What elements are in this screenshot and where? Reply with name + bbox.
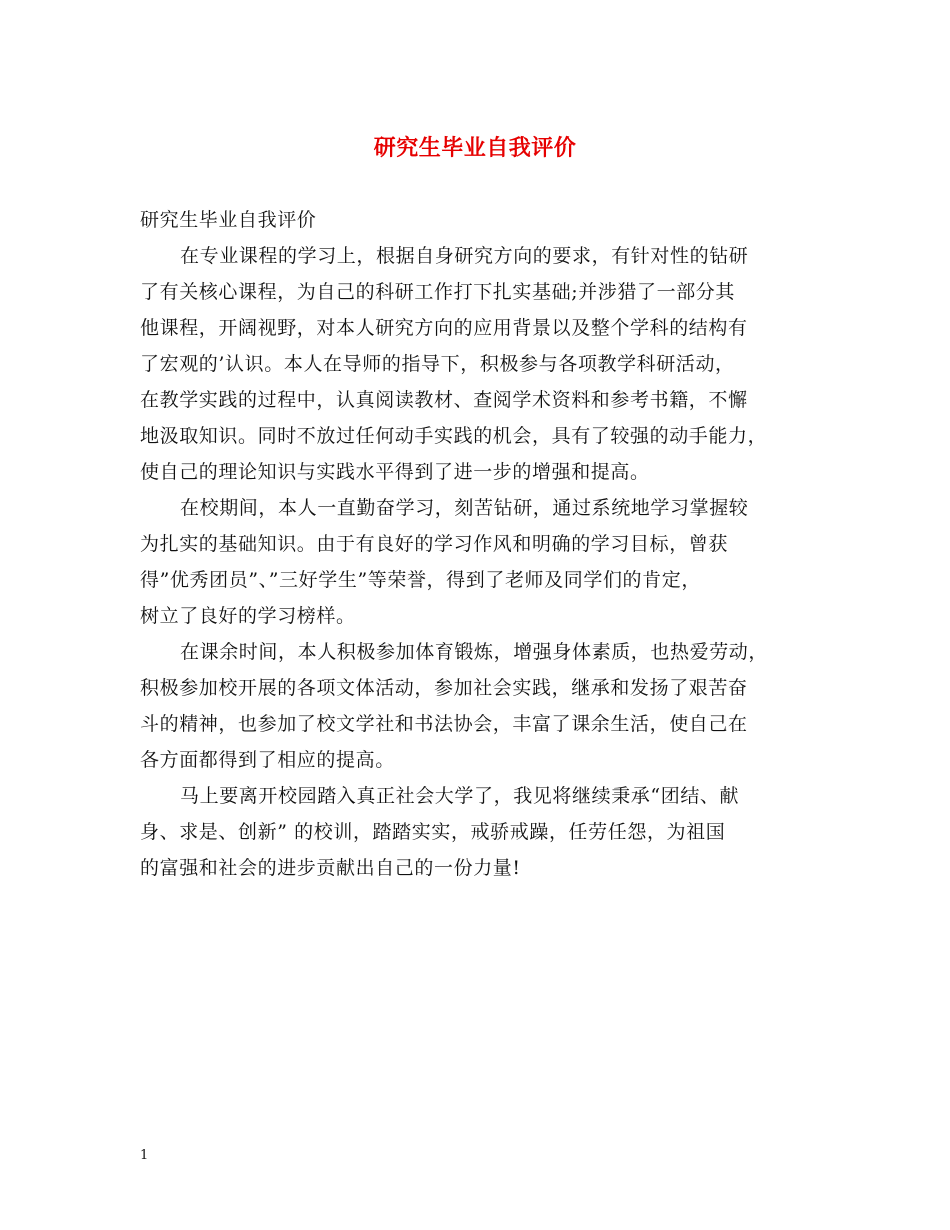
paragraph-line: 得”优秀团员”、”三好学生”等荣誉，得到了老师及同学们的肯定， xyxy=(140,569,701,591)
paragraph-2 xyxy=(140,490,814,634)
paragraph-line: 各方面都得到了相应的提高。 xyxy=(140,749,395,771)
paragraph-line: 在教学实践的过程中，认真阅读教材、查阅学术资料和参考书籍，不懈 xyxy=(140,389,748,411)
paragraph-line: 了有关核心课程，为自己的科研工作打下扎实基础;并涉猎了一部分其 xyxy=(140,281,736,303)
page-number: 1 xyxy=(140,1148,149,1163)
paragraph-line: 在专业课程的学习上，根据自身研究方向的要求，有针对性的钻研 xyxy=(180,245,749,267)
document-body xyxy=(140,202,814,886)
paragraph-line: 积极参加校开展的各项文体活动，参加社会实践，继承和发扬了艰苦奋 xyxy=(140,677,748,699)
paragraph-line: 了宏观的’认识。本人在导师的指导下，积极参与各项教学科研活动， xyxy=(140,353,735,375)
paragraph-line: 他课程，开阔视野，对本人研究方向的应用背景以及整个学科的结构有 xyxy=(140,317,748,339)
paragraph-line: 为扎实的基础知识。由于有良好的学习作风和明确的学习目标，曾获 xyxy=(140,533,729,555)
paragraph-line: 树立了良好的学习榜样。 xyxy=(140,605,356,627)
paragraph-4 xyxy=(140,778,814,886)
paragraph-1 xyxy=(140,238,814,490)
paragraph-3 xyxy=(140,634,814,778)
paragraph-line: 斗的精神，也参加了校文学社和书法协会，丰富了课余生活，使自己在 xyxy=(140,713,748,735)
paragraph-line: 在校期间，本人一直勤奋学习，刻苦钻研，通过系统地学习掌握较 xyxy=(180,497,749,519)
paragraph-line: 身、求是、创新” 的校训，踏踏实实，戒骄戒躁，任劳任怨，为祖国 xyxy=(140,821,726,843)
paragraph-line: 使自己的理论知识与实践水平得到了进一步的增强和提高。 xyxy=(140,461,650,483)
paragraph-line: 地汲取知识。同时不放过任何动手实践的机会，具有了较强的动手能力， xyxy=(140,425,768,447)
paragraph-line: 马上要离开校园踏入真正社会大学了，我见将继续秉承“团结、献 xyxy=(180,785,740,807)
paragraph-line: 的富强和社会的进步贡献出自己的一份力量! xyxy=(140,857,521,879)
document-title: 研究生毕业自我评价 xyxy=(373,135,577,161)
paragraph-line: 在课余时间，本人积极参加体育锻炼，增强身体素质，也热爱劳动， xyxy=(180,641,769,663)
document-subtitle: 研究生毕业自我评价 xyxy=(140,209,317,231)
